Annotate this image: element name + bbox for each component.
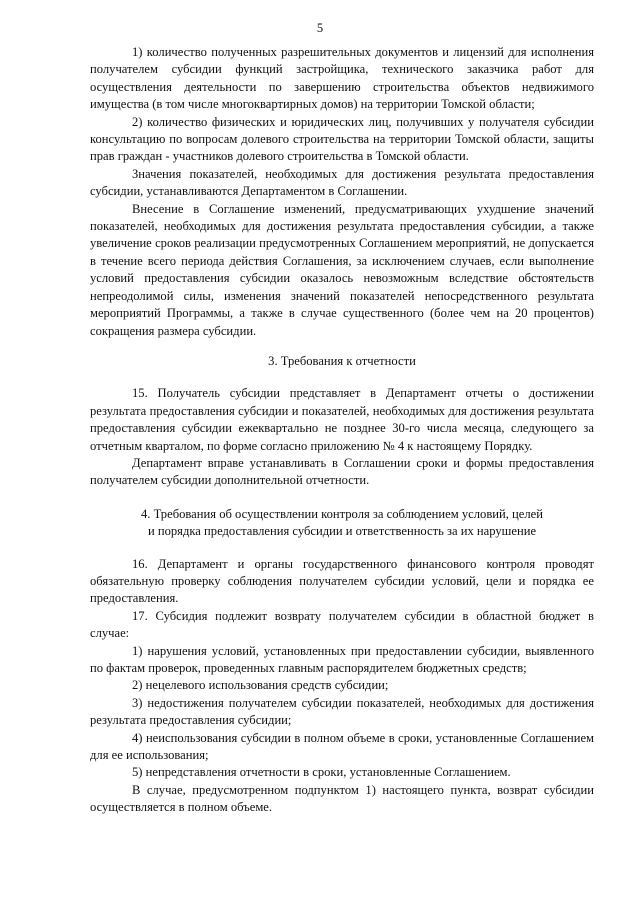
list-item: 5) непредставления отчетности в сроки, установленные Соглашением. — [132, 765, 511, 780]
paragraph: 16. Департамент и органы государственного финансового контроля проводят обязательную проверку соблюдения получателем субсидии условий, цели и порядка ее предоставления. — [90, 556, 594, 606]
section-heading-reporting: 3. Требования к отчетности — [268, 353, 416, 368]
section-heading-line: и порядка предоставления субсидии и ответственность за их нарушение — [147, 524, 537, 539]
list-item: 2) нецелевого использования средств субсидии; — [132, 678, 389, 693]
list-item: 3) недостижения получателем субсидии показателей, необходимых для достижения результата предоставления субсидии; — [90, 695, 594, 728]
paragraph: Значения показателей, необходимых для достижения результата предоставления субсидии, устанавливаются Департаментом в Соглашении. — [90, 166, 594, 199]
list-item: 1) количество полученных разрешительных документов и лицензий для исполнения получателем субсидии функций застройщика, технического заказчика работ для осуществления деятельности по завершению строительства объектов недвижимого имущества (в том числе многоквартирных домов) на территории Томской области; — [90, 45, 594, 112]
list-item: 1) нарушения условий, установленных при предоставлении субсидии, выявленного по фактам проверок, проведенных главным распорядителем бюджетных средств; — [90, 643, 594, 675]
section-heading-line: 4. Требования об осуществлении контроля за соблюдением условий, целей — [141, 506, 543, 521]
paragraph: 17. Субсидия подлежит возврату получателем субсидии в областной бюджет в случае: — [90, 608, 594, 641]
paragraph: 15. Получатель субсидии представляет в Департамент отчеты о достижении результата предоставления субсидии и показателей, необходимых для достижения результата предоставления субсидии ежеквартально не позднее 30-го числа месяца, следующего за отчетным кварталом, по форме согласно приложению № 4 к настоящему Порядку. — [90, 386, 594, 453]
document-body — [90, 44, 594, 817]
paragraph: Департамент вправе устанавливать в Соглашении сроки и формы предоставления получателем субсидии дополнительной отчетности. — [90, 455, 594, 488]
list-item: 4) неиспользования субсидии в полном объеме в сроки, установленные Соглашением для ее использования; — [90, 730, 594, 763]
paragraph: В случае, предусмотренном подпунктом 1) настоящего пункта, возврат субсидии осуществляется в полном объеме. — [90, 782, 594, 815]
list-item: 2) количество физических и юридических лиц, получивших у получателя субсидии консультацию по вопросам долевого строительства на территории Томской области, защиты прав граждан - участников долевого строительства в Томской области. — [90, 114, 594, 164]
paragraph: Внесение в Соглашение изменений, предусматривающих ухудшение значений показателей, необходимых для достижения результата предоставления субсидии, а также увеличение сроков реализации предусмотренных Соглашением мероприятий, не допускается в течение всего периода действия Соглашения, за исключением случаев, если выполнение условий предоставления субсидии оказалось невозможным вследствие обстоятельств непреодолимой силы, изменения значений показателей непосредственного результата мероприятий Программы, а также в случае существенного (более чем на 20 процентов) сокращения размера субсидии. — [90, 201, 594, 338]
page-number: 5 — [316, 21, 324, 35]
section-heading-control — [90, 506, 594, 541]
